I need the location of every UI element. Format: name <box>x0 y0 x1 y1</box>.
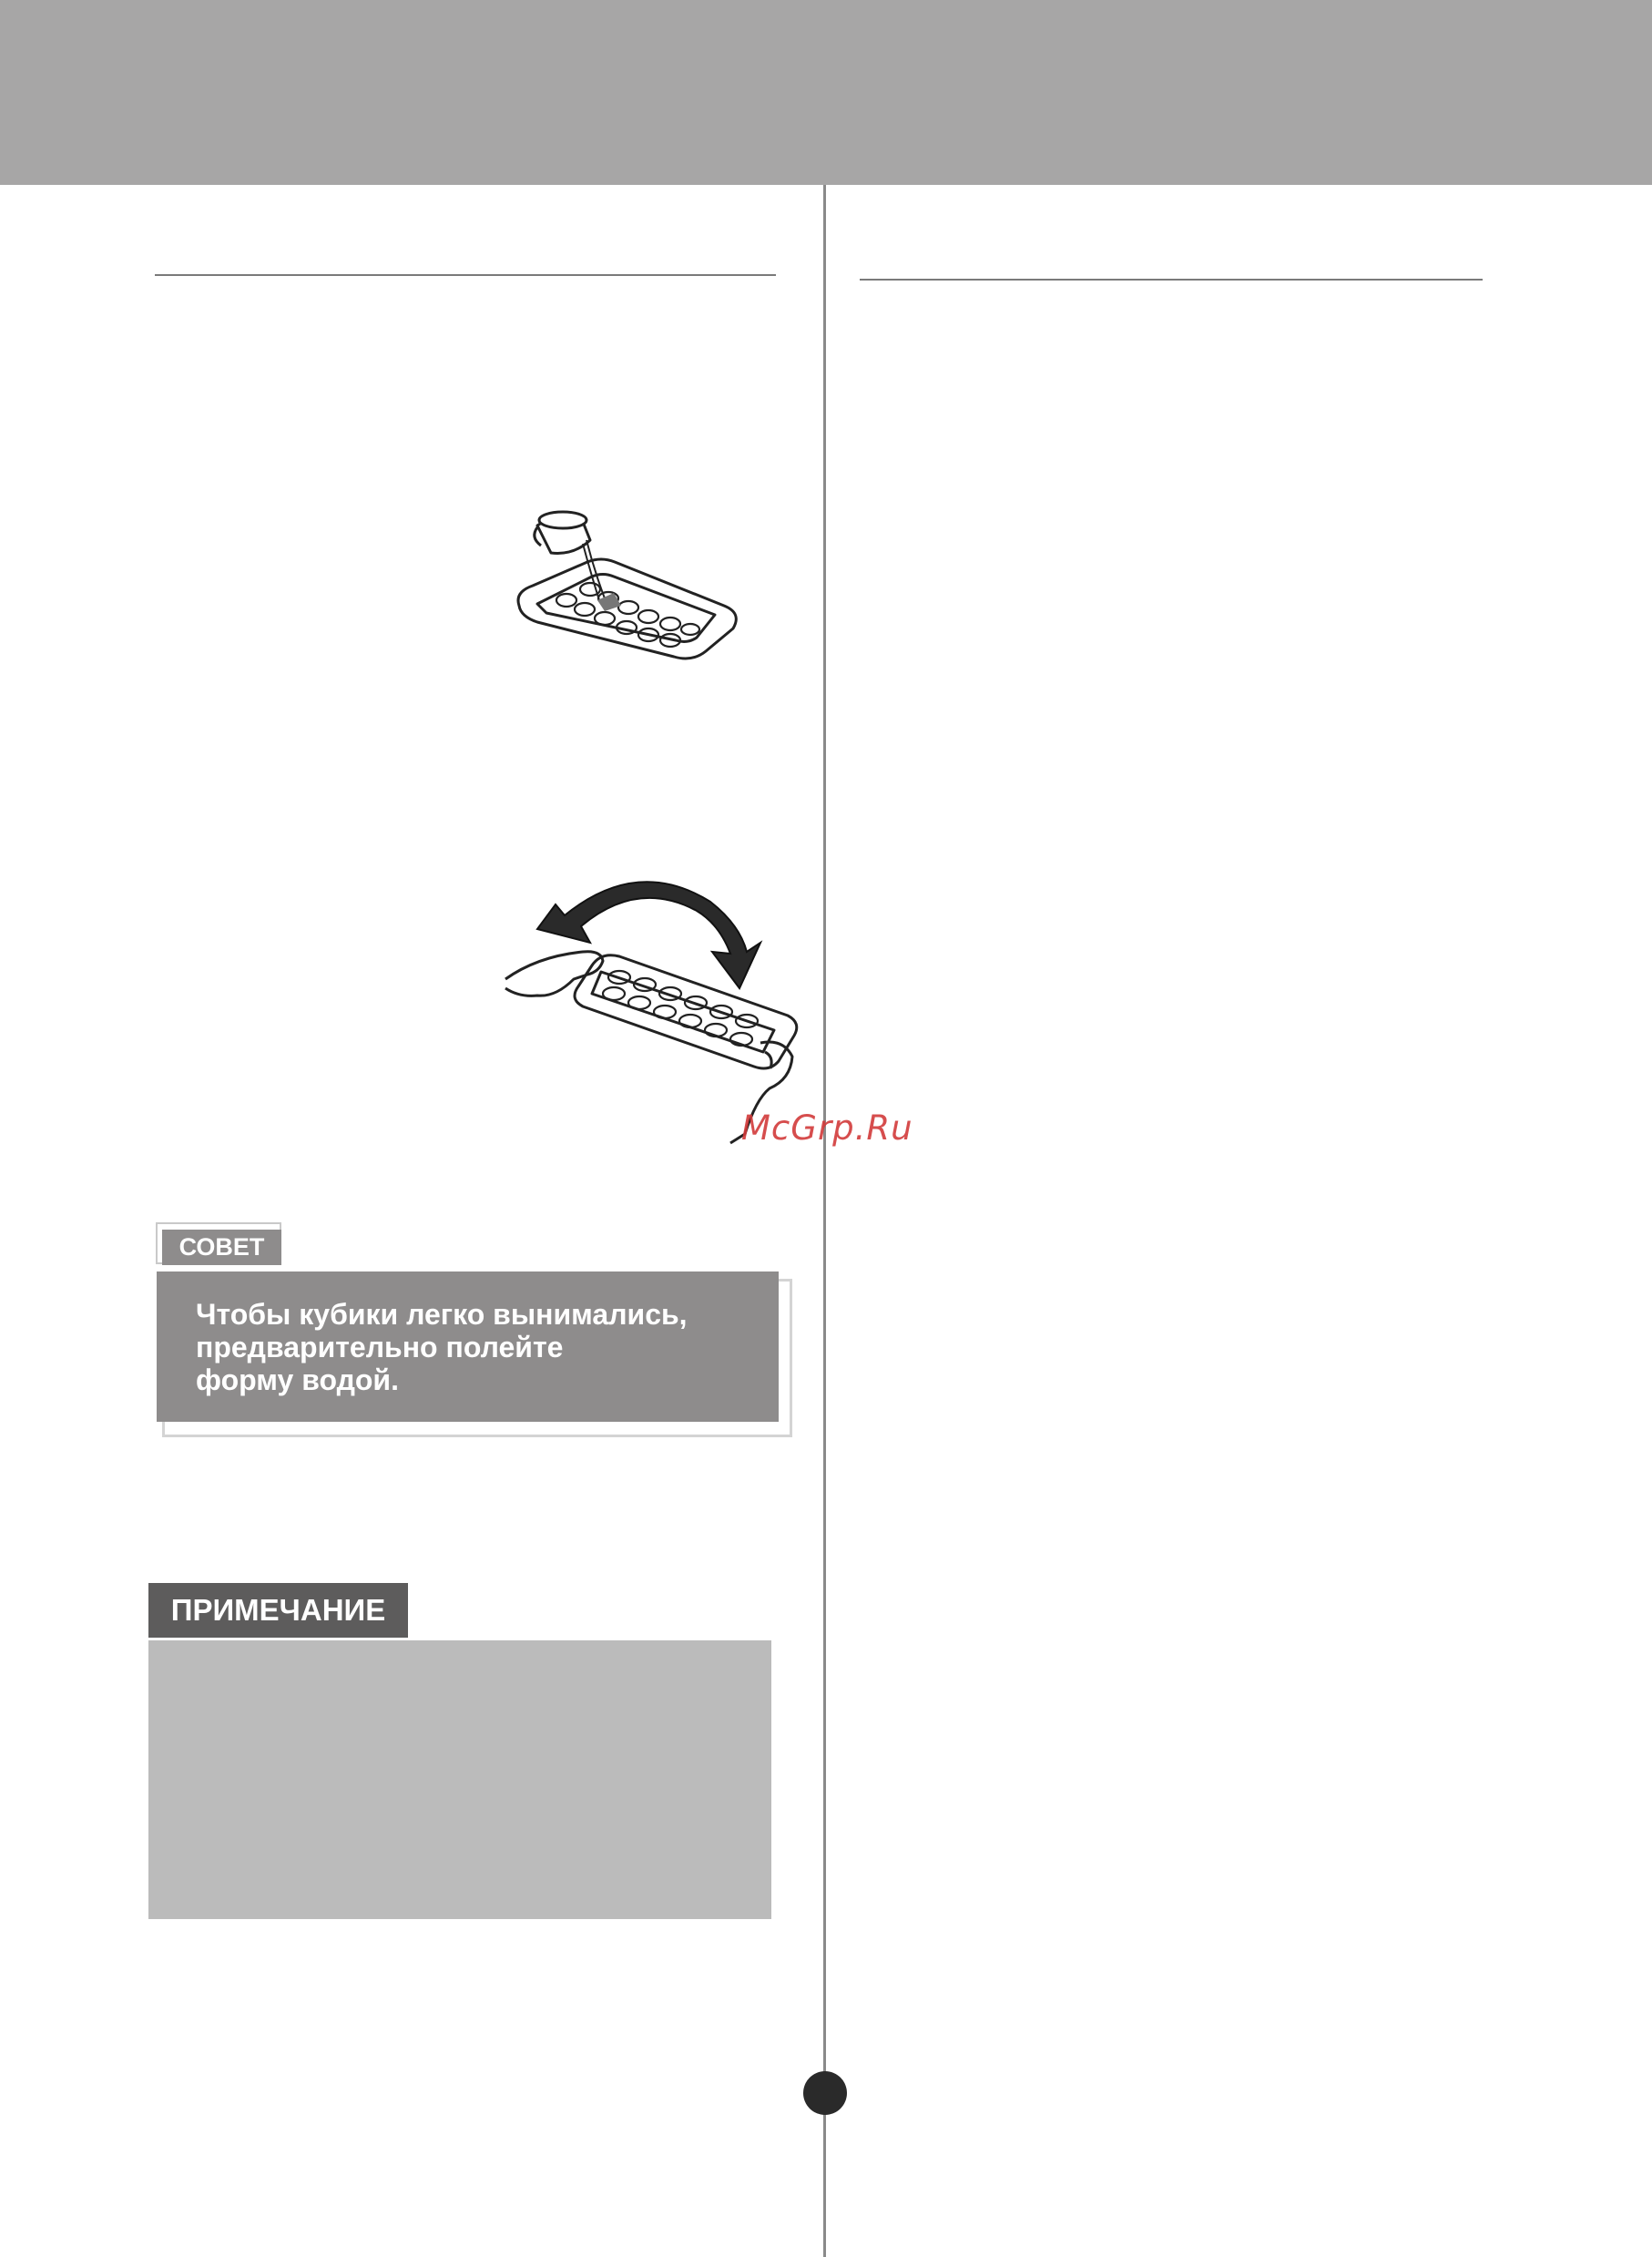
ice-tray-twisting-icon <box>501 861 801 1148</box>
header-band <box>0 0 1652 185</box>
right-section-rule <box>860 279 1483 281</box>
column-divider <box>823 185 826 2257</box>
ice-tray-pouring-water-icon <box>510 506 747 679</box>
watermark: McGrp.Ru <box>741 1108 913 1148</box>
tip-line: предварительно полейте <box>196 1331 564 1363</box>
note-label: ПРИМЕЧАНИЕ <box>148 1583 408 1638</box>
tip-text <box>196 1298 760 1396</box>
tip-line: форму водой. <box>196 1363 399 1396</box>
tip-label: СОВЕТ <box>162 1230 281 1265</box>
tip-line: Чтобы кубики легко вынимались, <box>196 1298 688 1331</box>
note-box <box>148 1640 771 1919</box>
left-section-rule <box>155 274 776 276</box>
page-number-dot <box>803 2071 847 2115</box>
